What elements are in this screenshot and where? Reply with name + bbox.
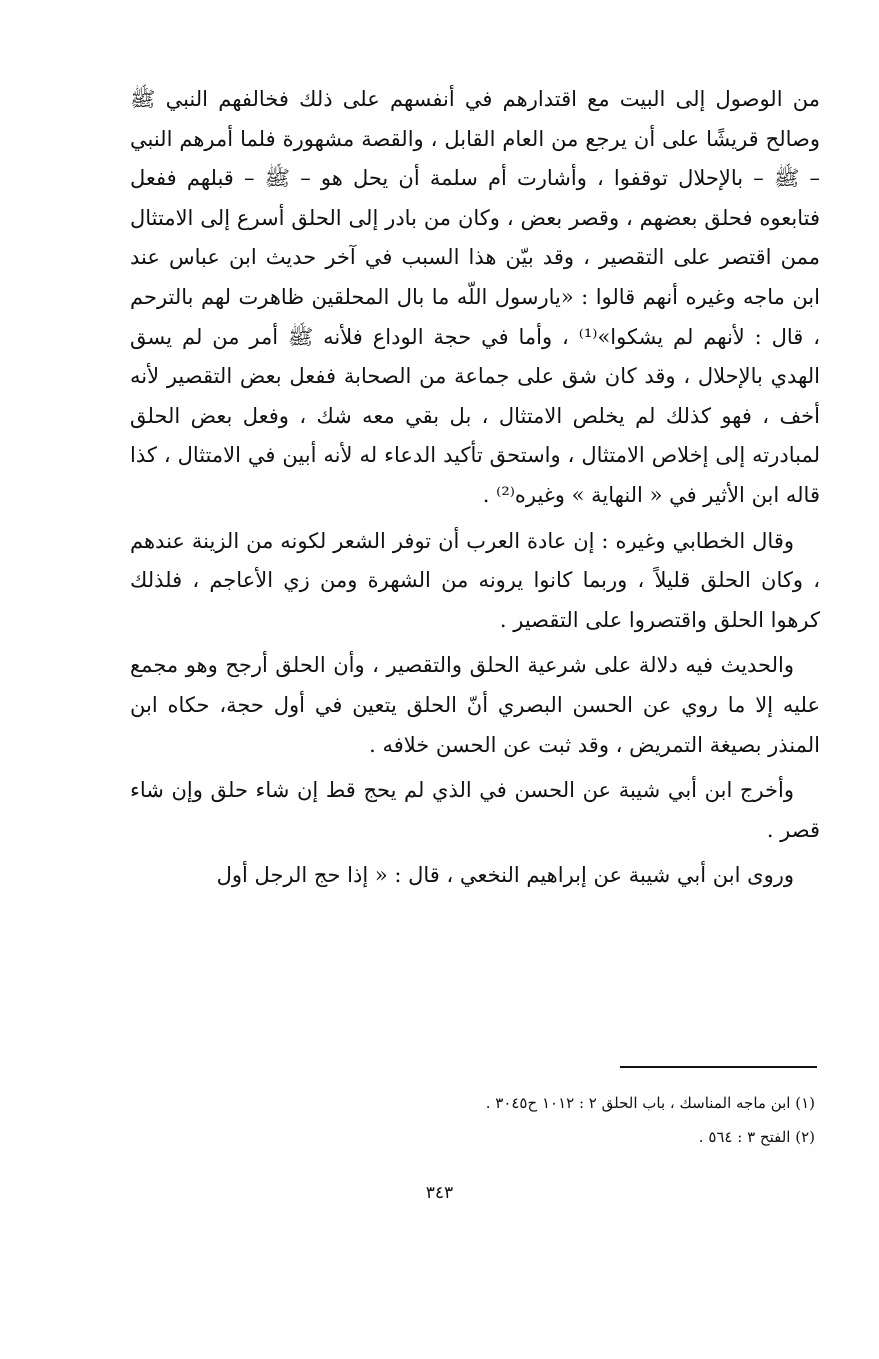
footnote-divider [620, 1066, 817, 1068]
footnotes [300, 1086, 815, 1154]
paragraph-5: وروى ابن أبي شيبة عن إبراهيم النخعي ، قال : « إذا حج الرجل أول [216, 863, 794, 888]
page-number: ٣٤٣ [425, 1183, 454, 1203]
paragraph-2: وقال الخطابي وغيره : إن عادة العرب أن توفر الشعر لكونه من الزينة عندهم ، وكان الحلق قليلاً ، وربما كانوا يرونه من الشهرة ومن زي الأعاجم ، فلذلك كرهوا الحلق واقتصروا على التقصير . [130, 528, 820, 632]
footnote-2: (٢) الفتح ٣ : ٥٦٤ . [698, 1128, 815, 1146]
paragraph-4: وأخرج ابن أبي شيبة عن الحسن في الذي لم يحج قط إن شاء حلق وإن شاء قصر . [130, 778, 820, 842]
footnote-1: (١) ابن ماجه المناسك ، باب الحلق ٢ : ١٠١٢ ح٣٠٤٥ . [485, 1094, 815, 1112]
body-text [130, 80, 820, 896]
paragraph-3: والحديث فيه دلالة على شرعية الحلق والتقصير ، وأن الحلق أرجح وهو مجمع عليه إلا ما روي عن الحسن البصري أنّ الحلق يتعين في أول حجة، حكاه ابن المنذر بصيغة التمريض ، وقد ثبت عن الحسن خلافه . [130, 653, 820, 757]
paragraph-1: من الوصول إلى البيت مع اقتدارهم في أنفسهم على ذلك فخالفهم النبي ﷺ وصالح قريشًا على أن يرجع من العام القابل ، والقصة مشهورة فلما أمرهم النبي – ﷺ – بالإحلال توقفوا ، وأشارت أم سلمة أن يحل هو – ﷺ – قبلهم ففعل فتابعوه فحلق بعضهم ، وقصر بعض ، وكان من بادر إلى الحلق أسرع إلى الامتثال ممن اقتصر على التقصير ، وقد بيّن هذا السبب في آخر حديث ابن عباس عند ابن ماجه وغيره أنهم قالوا : «يارسول اللّه ما بال المحلقين ظاهرت لهم بالترحم ، قال : لأنهم لم يشكوا»⁽¹⁾ ، وأما في حجة الوداع فلأنه ﷺ أمر من لم يسق الهدي بالإحلال ، وقد كان شق على جماعة من الصحابة ففعل بعض التقصير لأنه أخف ، فهو كذلك لم يخلص الامتثال ، بل بقي معه شك ، وفعل بعض الحلق لمبادرته إلى إخلاص الامتثال ، واستحق تأكيد الدعاء له لأنه أبين في الامتثال ، كذا قاله ابن الأثير في « النهاية » وغيره⁽²⁾ . [130, 87, 820, 507]
